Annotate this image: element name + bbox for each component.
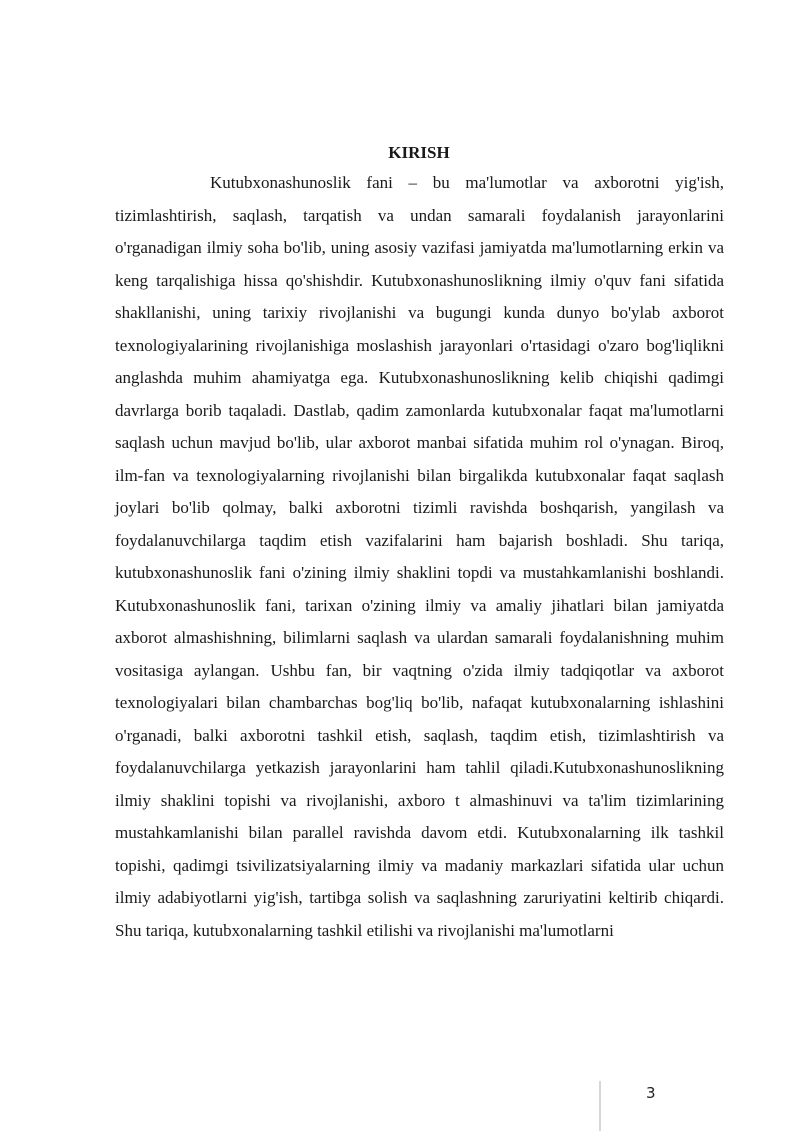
body-paragraph-text: Kutubxonashunoslik fani – bu ma'lumotlar va axborotni yig'ish, tizimlashtirish, saqlash, tarqatish va undan samarali foydalanish jarayonlarini o'rganadigan ilmiy soha bo'lib, uning asosiy vazifasi jamiyatda ma'lumotlarning erkin va keng tarqalishiga hissa qo'shishdir. Kutubxonashunoslikning ilmiy o'quv fani sifatida shakllanishi, uning tarixiy rivojlanishi va bugungi kunda dunyo bo'ylab axborot texnologiyalarining rivojlanishiga moslashish jarayonlari o'rtasidagi o'zaro bog'liqlikni anglashda muhim ahamiyatga ega. Kutubxonashunoslikning kelib chiqishi qadimgi davrlarga borib taqaladi. Dastlab, qadim zamonlarda kutubxonalar faqat ma'lumotlarni saqlash uchun mavjud bo'lib, ular axborot manbai sifatida muhim rol o'ynagan. Biroq, ilm-fan va texnologiyalarning rivojlanishi bilan birgalikda kutubxonalar faqat saqlash joylari bo'lib qolmay, balki axborotni tizimli ravishda boshqarish, yangilash va foydalanuvchilarga taqdim etish vazifalarini ham bajarish boshladi. Shu tariqa, kutubxonashunoslik fani o'zining ilmiy shaklini topdi va mustahkamlanishi boshlandi. Kutubxonashunoslik fani, tarixan o'zining ilmiy va amaliy jihatlari bilan jamiyatda axborot almashishning, bilimlarni saqlash va ulardan samarali foydalanishning muhim vositasiga aylangan. Ushbu fan, bir vaqtning o'zida ilmiy tadqiqotlar va axborot texnologiyalari bilan chambarchas bog'liq bo'lib, nafaqat kutubxonalarning ishlashini o'rganadi, balki axborotni tashkil etish, saqlash, taqdim etish, tizimlashtirish va foydalanuvchilarga yetkazish jarayonlarini ham tahlil qiladi.Kutubxonashunoslikning ilmiy shaklini topishi va rivojlanishi, axboro t almashinuvi va ta'lim tizimlarining mustahkamlanishi bilan parallel ravishda davom etdi. Kutubxonalarning ilk tashkil topishi, qadimgi tsivilizatsiyalarning ilmiy va madaniy markazlari sifatida ular uchun ilmiy adabiyotlarni yig'ish, tartibga solish va saqlashning zaruriyatini keltirib chiqardi. Shu tariqa, kutubxonalarning tashkil etilishi va rivojlanishi ma'lumotlarni [115,173,724,940]
footer-divider [599,1081,601,1131]
page-title: KIRISH [388,143,450,162]
body-paragraph [115,167,724,947]
page-number: 3 [646,1084,656,1102]
